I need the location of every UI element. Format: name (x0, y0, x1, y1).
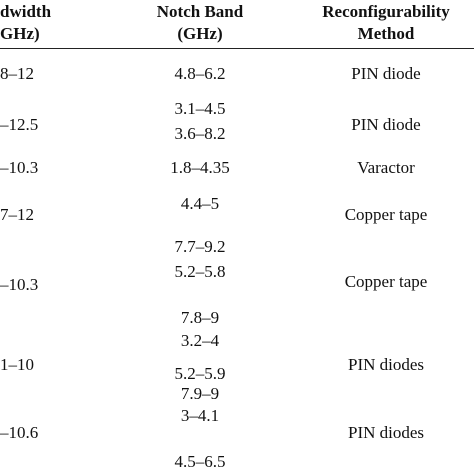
row6-notch-2: 5.2–5.9 (174, 364, 226, 383)
header-bandwidth-line2: GHz) (0, 24, 40, 43)
row6-method: PIN diodes (347, 355, 425, 374)
row7-bandwidth: –10.6 (0, 423, 39, 442)
header-bandwidth-line1: dwidth (0, 2, 52, 21)
row2-method: PIN diode (351, 115, 421, 134)
row7-notch-1: 3–4.1 (180, 406, 220, 425)
row2-notch-1: 3.1–4.5 (174, 99, 226, 118)
row6-notch-3: 7.9–9 (180, 384, 220, 403)
row4-notch-2: 7.7–9.2 (174, 237, 226, 256)
header-notch-band-line2: (GHz) (177, 24, 223, 43)
row2-notch-2: 3.6–8.2 (174, 124, 226, 143)
row4-bandwidth: 7–12 (0, 205, 34, 224)
row5-bandwidth: –10.3 (0, 275, 39, 294)
row5-notch-1: 5.2–5.8 (174, 262, 226, 281)
header-rule (0, 48, 474, 49)
row1-bandwidth: 8–12 (0, 64, 34, 83)
row7-notch-2: 4.5–6.5 (174, 452, 226, 471)
header-notch-band-line1: Notch Band (156, 2, 244, 21)
row7-method: PIN diodes (347, 423, 425, 442)
row5-method: Copper tape (344, 272, 428, 291)
header-method-line1: Reconfigurability (322, 2, 450, 21)
row5-notch-2: 7.8–9 (180, 308, 220, 327)
header-method-line2: Method (357, 24, 415, 43)
row6-bandwidth: 1–10 (0, 355, 34, 374)
row3-notch-1: 1.8–4.35 (170, 158, 230, 177)
row3-method: Varactor (357, 158, 415, 177)
row2-bandwidth: –12.5 (0, 115, 39, 134)
row6-notch-1: 3.2–4 (180, 331, 220, 350)
row1-method: PIN diode (351, 64, 421, 83)
row4-method: Copper tape (344, 205, 428, 224)
row3-bandwidth: –10.3 (0, 158, 39, 177)
row1-notch-1: 4.8–6.2 (174, 64, 226, 83)
row4-notch-1: 4.4–5 (180, 194, 220, 213)
